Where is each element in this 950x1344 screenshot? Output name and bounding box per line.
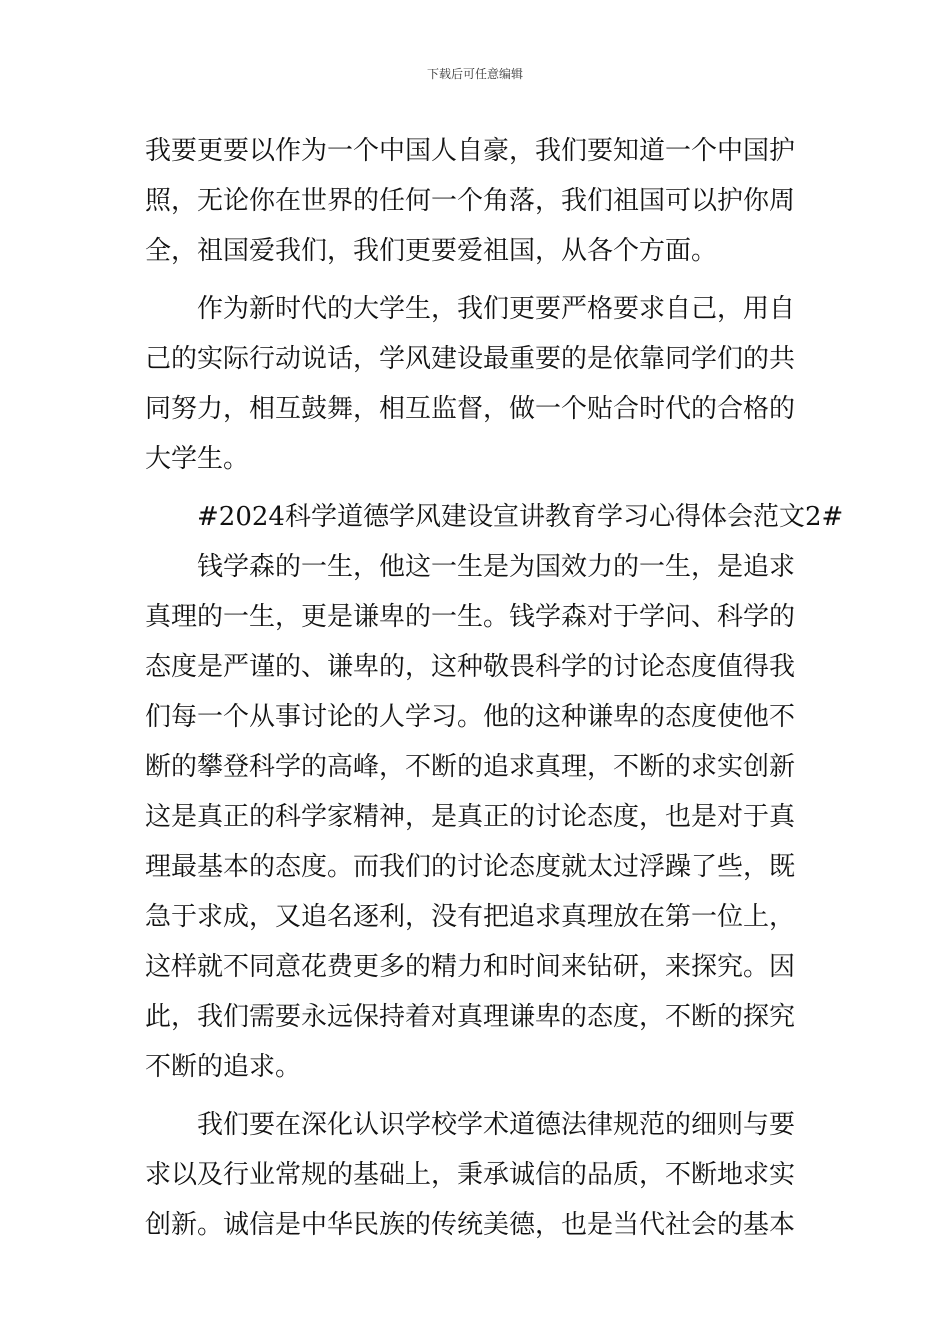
document-body bbox=[145, 126, 844, 1250]
text-line: 这样就不同意花费更多的精力和时间来钻研，来探究。因 bbox=[145, 952, 796, 982]
text-line: 大学生。 bbox=[145, 444, 250, 474]
text-line: 求以及行业常规的基础上，秉承诚信的品质，不断地求实 bbox=[145, 1160, 796, 1190]
paragraph-gap bbox=[145, 1092, 810, 1100]
text-line: 作为新时代的大学生，我们更要严格要求自己，用自 bbox=[197, 294, 796, 324]
text-line: 这是真正的科学家精神，是真正的讨论态度，也是对于真 bbox=[145, 802, 796, 832]
text-line: 同努力，相互鼓舞，相互监督，做一个贴合时代的合格的 bbox=[145, 394, 796, 424]
text-line: #2024科学道德学风建设宣讲教育学习心得体会范文2# bbox=[197, 502, 844, 532]
text-line: 不断的追求。 bbox=[145, 1052, 302, 1082]
text-line: 态度是严谨的、谦卑的，这种敬畏科学的讨论态度值得我 bbox=[145, 652, 796, 682]
text-line: 真理的一生，更是谦卑的一生。钱学森对于学问、科学的 bbox=[145, 602, 796, 632]
page-header-note: 下载后可任意编辑 bbox=[426, 67, 523, 81]
text-line: 我们要在深化认识学校学术道德法律规范的细则与要 bbox=[197, 1110, 796, 1140]
text-line: 全，祖国爱我们，我们更要爱祖国，从各个方面。 bbox=[145, 236, 718, 266]
text-line: 我要更要以作为一个中国人自豪，我们要知道一个中国护 bbox=[145, 136, 796, 166]
text-line: 们每一个从事讨论的人学习。他的这种谦卑的态度使他不 bbox=[145, 702, 796, 732]
text-line: 己的实际行动说话，学风建设最重要的是依靠同学们的共 bbox=[145, 344, 796, 374]
text-line: 断的攀登科学的高峰，不断的追求真理，不断的求实创新 bbox=[145, 752, 796, 782]
text-line: 急于求成，又追名逐利，没有把追求真理放在第一位上， bbox=[145, 902, 796, 932]
text-line: 此，我们需要永远保持着对真理谦卑的态度，不断的探究 bbox=[145, 1002, 796, 1032]
text-line: 创新。诚信是中华民族的传统美德，也是当代社会的基本 bbox=[145, 1210, 796, 1240]
text-line: 钱学森的一生，他这一生是为国效力的一生，是追求 bbox=[197, 552, 796, 582]
paragraph-gap bbox=[145, 484, 810, 492]
text-line: 理最基本的态度。而我们的讨论态度就太过浮躁了些，既 bbox=[145, 852, 796, 882]
text-line: 照，无论你在世界的任何一个角落，我们祖国可以护你周 bbox=[145, 186, 796, 216]
paragraph-gap bbox=[145, 276, 810, 284]
